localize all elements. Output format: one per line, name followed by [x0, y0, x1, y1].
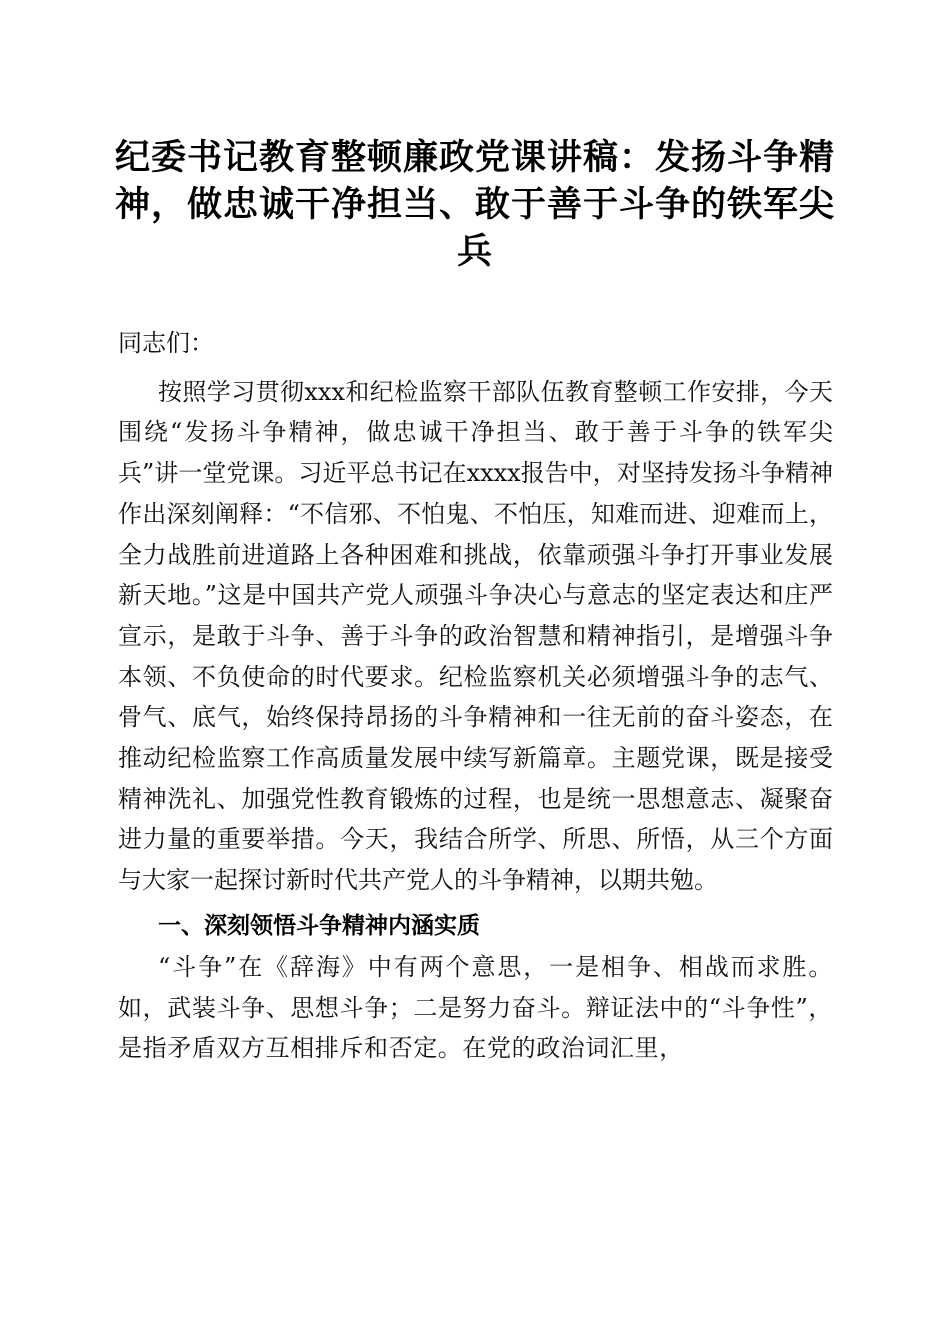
section-paragraph: “斗争”在《辞海》中有两个意思，一是相争、相战而求胜。如，武装斗争、思想斗争；二是努力奋斗。辩证法中的“斗争性”，是指矛盾双方互相排斥和否定。在党的政治词汇里，: [118, 952, 833, 1063]
document-body: [118, 323, 833, 1069]
document-title: 纪委书记教育整顿廉政党课讲稿：发扬斗争精神，做忠诚干净担当、敢于善于斗争的铁军尖兵: [114, 137, 835, 272]
section-heading: 一、深刻领悟斗争精神内涵实质: [158, 912, 480, 939]
intro-paragraph: 按照学习贯彻xxx和纪检监察干部队伍教育整顿工作安排，今天围绕“发扬斗争精神，做忠诚干净担当、敢于善于斗争的铁军尖兵”讲一堂党课。习近平总书记在xxxx报告中，对坚持发扬斗争精神作出深刻阐释：“不信邪、不怕鬼、不怕压，知难而进、迎难而上，全力战胜前进道路上各种困难和挑战，依靠顽强斗争打开事业发展新天地。”这是中国共产党人顽强斗争决心与意志的坚定表达和庄严宣示，是敢于斗争、善于斗争的政治智慧和精神指引，是增强斗争本领、不负使命的时代要求。纪检监察机关必须增强斗争的志气、骨气、底气，始终保持昂扬的斗争精神和一往无前的奋斗姿态，在推动纪检监察工作高质量发展中续写新篇章。主题党课，既是接受精神洗礼、加强党性教育锻炼的过程，也是统一思想意志、凝聚奋进力量的重要举措。今天，我结合所学、所思、所悟，从三个方面与大家一起探讨新时代共产党人的斗争精神，以期共勉。: [118, 377, 833, 895]
greeting: 同志们：: [118, 329, 214, 357]
